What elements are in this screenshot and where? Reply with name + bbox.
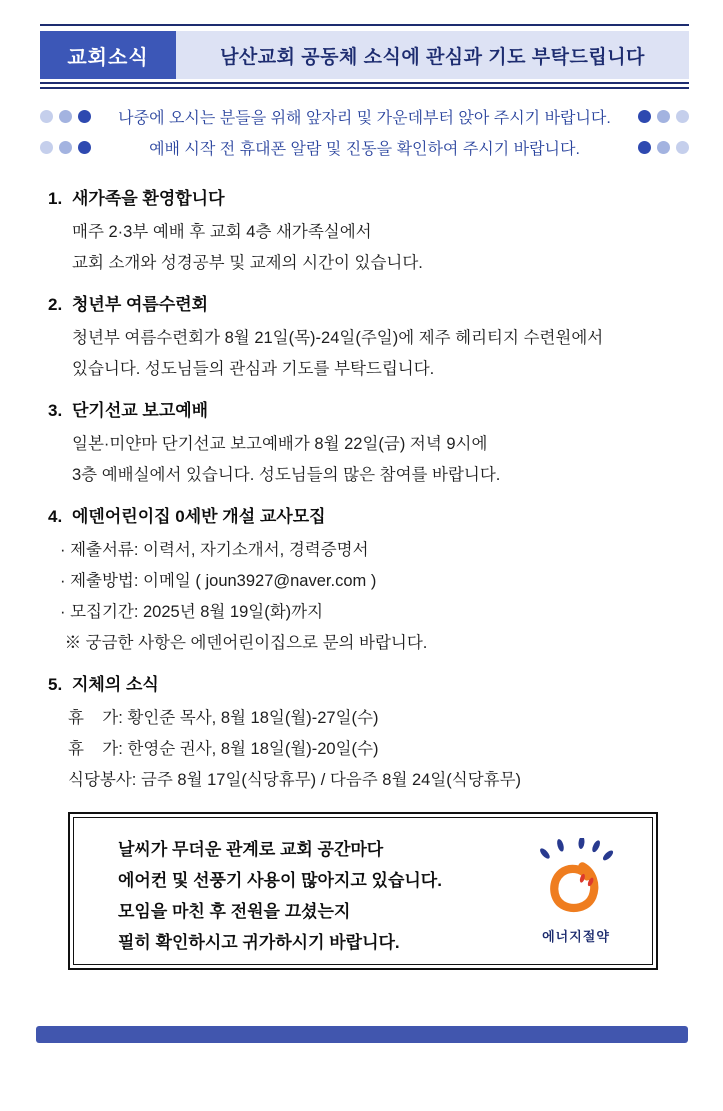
announcement-list [48, 187, 689, 796]
dot-icon [657, 110, 670, 123]
dot-icon [638, 141, 651, 154]
section-body [72, 323, 689, 385]
section-line: 있습니다. 성도님들의 관심과 기도를 부탁드립니다. [72, 360, 435, 378]
dot-icon [78, 141, 91, 154]
section-title: 청년부 여름수련회 [72, 295, 209, 314]
section-title: 단기선교 보고예배 [72, 401, 209, 420]
section-line: 3층 예배실에서 있습니다. 성도님들의 많은 참여를 바랍니다. [72, 466, 501, 484]
section-title: 새가족을 환영합니다 [72, 189, 225, 208]
section-line: 일본·미얀마 단기선교 보고예배가 8월 22일(금) 저녁 9시에 [72, 435, 488, 453]
announcement-youth-retreat [48, 293, 689, 385]
notice-row [40, 101, 689, 132]
left-dots-icon [40, 141, 91, 154]
left-dots-icon [40, 110, 91, 123]
energy-logo-label: 에너지절약 [542, 928, 610, 944]
header-tab: 교회소식 [40, 31, 176, 79]
section-line: ※ 궁금한 사항은 에덴어린이집으로 문의 바랍니다. [60, 634, 428, 652]
footer-bar [36, 1026, 688, 1043]
section-number: 3. [48, 401, 63, 420]
section-line: 휴 가: 한영순 권사, 8월 18일(월)-20일(수) [68, 740, 379, 758]
section-heading [48, 399, 689, 423]
section-number: 4. [48, 507, 63, 526]
section-title: 지체의 소식 [72, 675, 159, 694]
notice-row [40, 132, 689, 163]
dot-icon [638, 110, 651, 123]
energy-saving-notice-box [68, 812, 658, 970]
section-body [72, 217, 689, 279]
notice-text: 나중에 오시는 분들을 위해 앞자리 및 가운데부터 앉아 주시기 바랍니다. [118, 110, 611, 127]
dot-icon [657, 141, 670, 154]
section-title: 에덴어린이집 0세반 개설 교사모집 [72, 507, 326, 526]
section-heading [48, 505, 689, 529]
section-body [60, 535, 689, 659]
energy-saving-logo-icon [530, 838, 622, 924]
section-line: 휴 가: 황인준 목사, 8월 18일(월)-27일(수) [68, 709, 379, 727]
dot-icon [59, 141, 72, 154]
section-heading [48, 673, 689, 697]
dot-icon [40, 110, 53, 123]
page-header [40, 31, 689, 79]
right-dots-icon [638, 141, 689, 154]
energy-notice-line: 필히 확인하시고 귀가하시기 바랍니다. [118, 933, 400, 952]
section-line: · 제출방법: 이메일 ( joun3927@naver.com ) [60, 572, 377, 590]
section-body [72, 429, 689, 491]
dot-icon [78, 110, 91, 123]
energy-notice-text [74, 818, 506, 964]
dot-icon [676, 110, 689, 123]
header-double-rule [40, 82, 689, 89]
section-number: 5. [48, 675, 63, 694]
section-line: 청년부 여름수련회가 8월 21일(목)-24일(주일)에 제주 헤리티지 수련원에서 [72, 329, 604, 347]
energy-notice-line: 에어컨 및 선풍기 사용이 많아지고 있습니다. [118, 871, 442, 890]
energy-notice-line: 모임을 마친 후 전원을 끄셨는지 [118, 902, 351, 921]
section-number: 1. [48, 189, 63, 208]
section-line: · 제출서류: 이력서, 자기소개서, 경력증명서 [60, 541, 369, 559]
section-line: · 모집기간: 2025년 8월 19일(화)까지 [60, 603, 324, 621]
section-line: 교회 소개와 성경공부 및 교제의 시간이 있습니다. [72, 254, 423, 272]
section-line: 매주 2·3부 예배 후 교회 4층 새가족실에서 [72, 223, 372, 241]
section-heading [48, 293, 689, 317]
section-body [68, 703, 689, 796]
section-number: 2. [48, 295, 63, 314]
right-dots-icon [638, 110, 689, 123]
page-title: 남산교회 공동체 소식에 관심과 기도 부탁드립니다 [176, 31, 689, 79]
top-rule [40, 24, 689, 26]
dot-icon [676, 141, 689, 154]
energy-notice-line: 날씨가 무더운 관계로 교회 공간마다 [118, 840, 384, 859]
energy-saving-notice-inner [73, 817, 653, 965]
announcement-teacher-recruit [48, 505, 689, 659]
announcement-newcomers [48, 187, 689, 279]
announcement-member-news [48, 673, 689, 796]
notice-banner [0, 101, 723, 163]
notice-text: 예배 시작 전 휴대폰 알람 및 진동을 확인하여 주시기 바랍니다. [149, 141, 580, 158]
dot-icon [40, 141, 53, 154]
section-heading [48, 187, 689, 211]
energy-saving-logo [506, 818, 652, 964]
section-line: 식당봉사: 금주 8월 17일(식당휴무) / 다음주 8월 24일(식당휴무) [68, 771, 522, 789]
announcement-mission-report [48, 399, 689, 491]
dot-icon [59, 110, 72, 123]
